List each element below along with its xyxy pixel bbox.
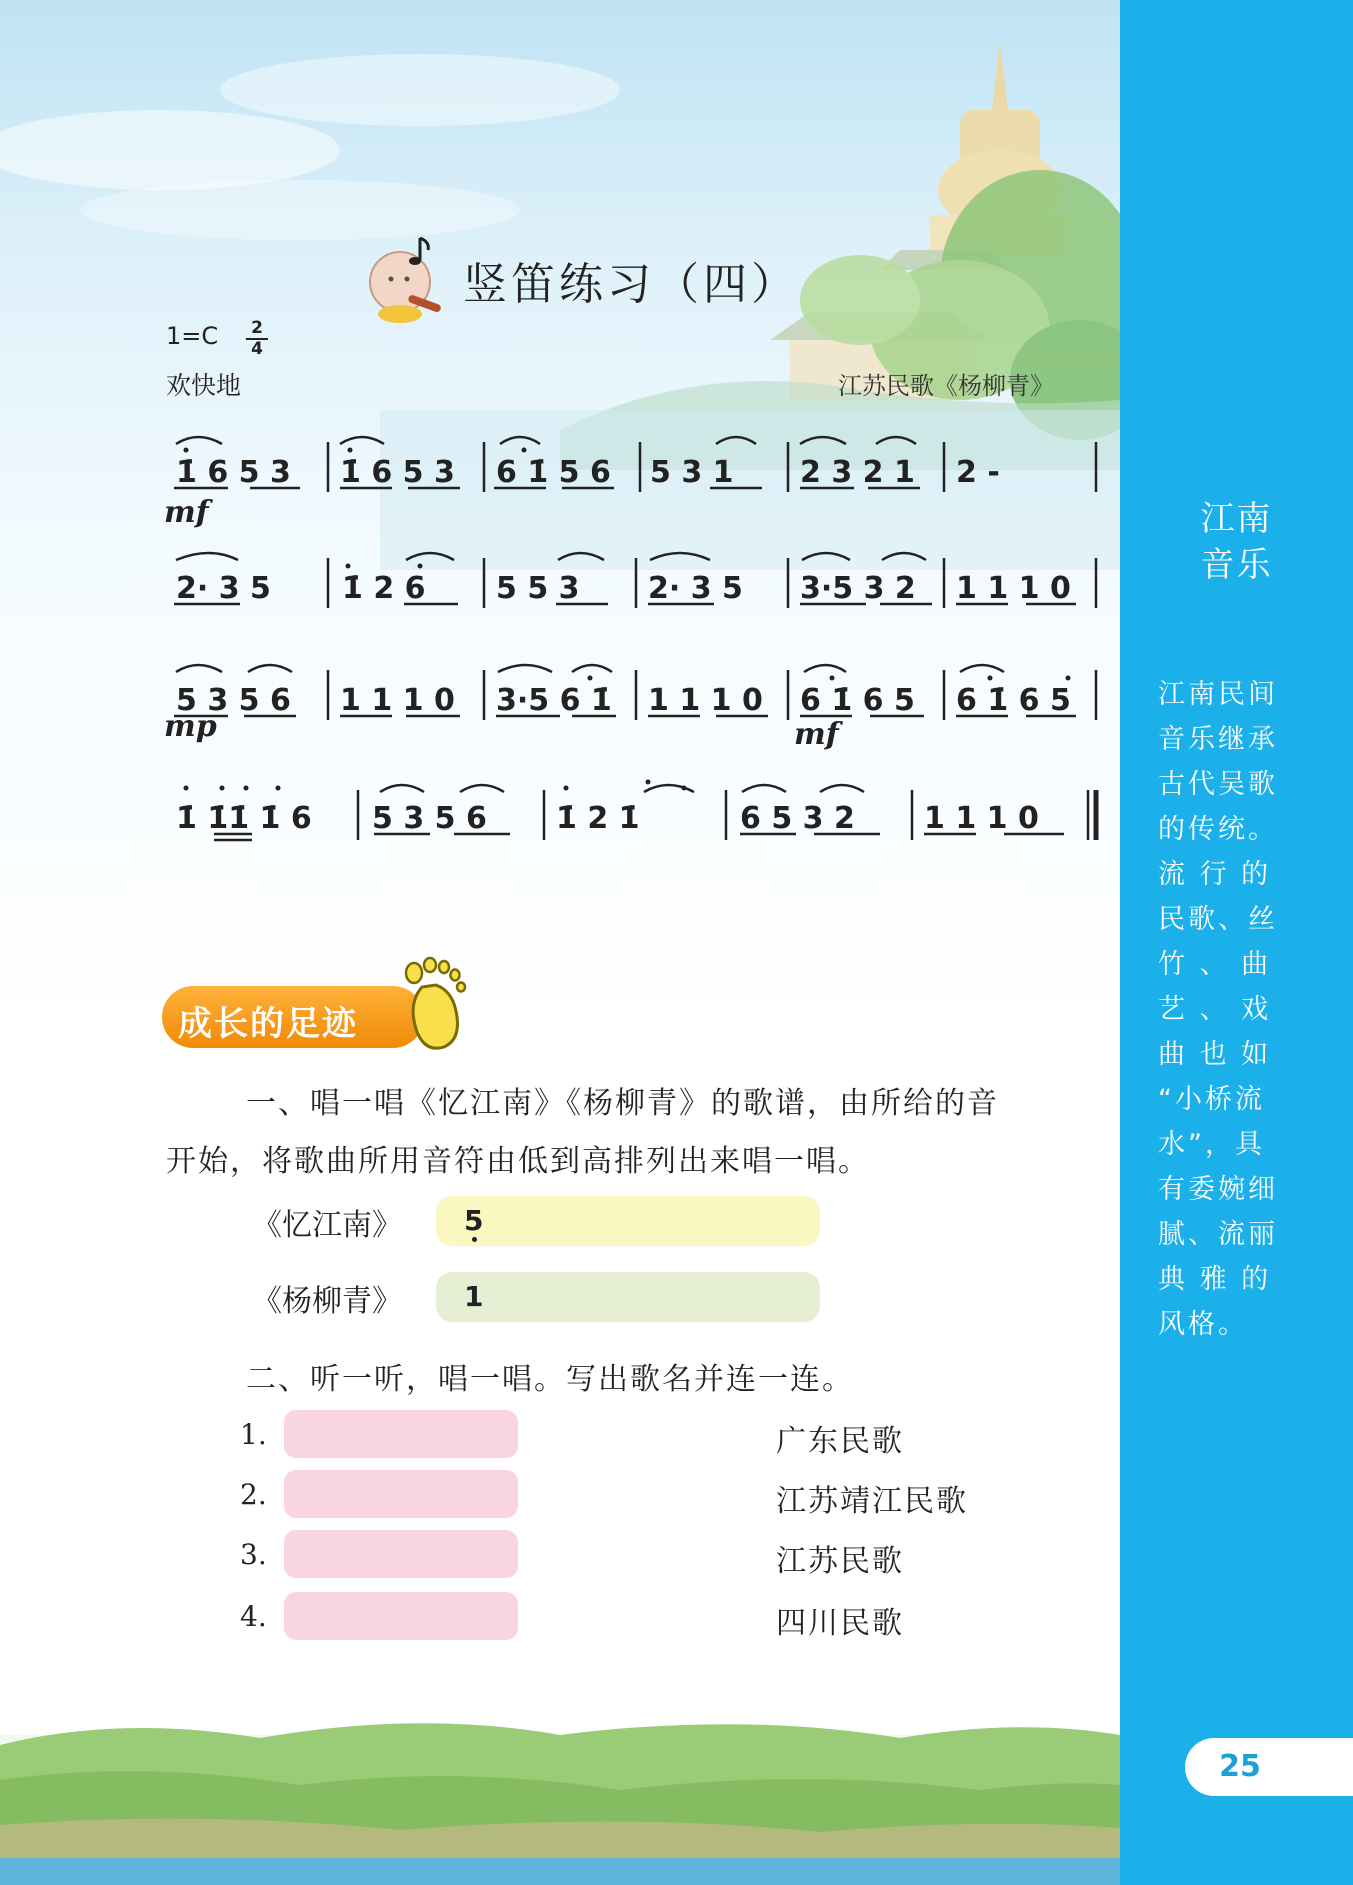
sidebar-note-line: 古代吴歌: [1158, 769, 1278, 800]
origin-2[interactable]: 江苏靖江民歌: [776, 1484, 968, 1519]
score-measures: [176, 455, 1071, 836]
song-name-field-1[interactable]: [284, 1410, 518, 1458]
song-name-field-4[interactable]: [284, 1592, 518, 1640]
origin-4[interactable]: 四川民歌: [776, 1606, 904, 1641]
dynamic-mf-1: mf: [164, 495, 209, 530]
page-number-tab: [1185, 1738, 1353, 1796]
sidebar-title-line-2: 音乐: [1200, 545, 1273, 585]
footprint-icon: [400, 955, 468, 1055]
sidebar-note-line: 腻、流丽: [1158, 1219, 1278, 1250]
page-number: 25: [1219, 1749, 1261, 1784]
note-dots: [184, 448, 1071, 791]
page-title: 竖笛练习（四）: [463, 259, 799, 310]
measure-2-5: 3·5 3 2: [800, 571, 916, 606]
item-number-1: 1.: [240, 1418, 267, 1451]
measure-4-4: 6 5 3 2: [740, 801, 855, 836]
question-2: 二、听一听，唱一唱。写出歌名并连一连。: [246, 1362, 854, 1397]
question-1-line-1: 一、唱一唱《忆江南》《杨柳青》的歌谱，由所给的音: [246, 1086, 999, 1121]
sidebar-title: [1120, 496, 1353, 588]
dynamic-mf-2: mf: [794, 717, 839, 752]
sidebar-note-line: 风格。: [1158, 1309, 1248, 1340]
measure-1-5: 2 3 2 1: [800, 455, 915, 490]
measure-3-4: 1 1 1 0: [648, 683, 763, 718]
sidebar-note-line: 竹 、 曲: [1158, 949, 1272, 980]
low-octave-dot: [472, 1237, 477, 1242]
measure-3-5: 6 1̇ 6 5: [800, 683, 915, 718]
measure-3-1: 5 3 5 6: [176, 683, 291, 718]
dynamic-mp: mp: [164, 709, 217, 744]
measure-1-2: 1̇ 6 5 3: [340, 455, 455, 490]
song-label-yijiangnan: 《忆江南》: [252, 1208, 402, 1243]
question-1-line-2: 开始，将歌曲所用音符由低到高排列出来唱一唱。: [166, 1144, 870, 1179]
measure-4-1: 1̇ 1̇1̇ 1̇ 6: [176, 801, 312, 836]
sidebar-note-line: 音乐继承: [1158, 724, 1278, 755]
measure-2-1: 2· 3 5: [176, 571, 271, 606]
song-name-field-2[interactable]: [284, 1470, 518, 1518]
measure-3-6: 6 1̇ 6 5: [956, 683, 1071, 718]
score-lines: [174, 437, 1096, 840]
song-source: 江苏民歌《杨柳青》: [838, 372, 1054, 400]
tempo-marking: 欢快地: [166, 371, 242, 400]
measure-3-2: 1 1 1 0: [340, 683, 455, 718]
origin-3[interactable]: 江苏民歌: [776, 1544, 904, 1579]
answer-bar-yijiangnan[interactable]: [436, 1196, 820, 1246]
sidebar-note-line: 的传统。: [1158, 814, 1278, 845]
item-number-4: 4.: [240, 1600, 267, 1633]
time-signature-bottom: 4: [251, 339, 263, 359]
sidebar-note-line: 民歌、丝: [1158, 904, 1278, 935]
sidebar-title-line-1: 江南: [1200, 499, 1273, 539]
sidebar-note-line: 有委婉细: [1158, 1174, 1278, 1205]
sidebar: [1120, 0, 1353, 1885]
sidebar-note: [1158, 672, 1288, 1347]
measure-1-1: 1̇ 6 5 3: [176, 455, 291, 490]
start-note-yangliuqing: 1: [464, 1280, 484, 1313]
section-badge: 成长的足迹: [178, 1004, 358, 1044]
start-note-yijiangnan: 5: [464, 1204, 484, 1237]
measure-4-2: 5 3 5 6: [372, 801, 487, 836]
sidebar-note-line: 江南民间: [1158, 679, 1278, 710]
key-signature: 1=C: [166, 322, 219, 350]
sidebar-note-line: 流 行 的: [1158, 859, 1272, 890]
sidebar-note-line: 艺 、 戏: [1158, 994, 1272, 1025]
sidebar-note-line: 典 雅 的: [1158, 1264, 1272, 1295]
measure-1-4: 5 3 1: [650, 455, 734, 490]
answer-bar-yangliuqing[interactable]: [436, 1272, 820, 1322]
measure-3-3: 3·5 6 1̇: [496, 683, 612, 718]
measure-1-6: 2 -: [956, 455, 1000, 490]
song-label-yangliuqing: 《杨柳青》: [252, 1284, 402, 1319]
measure-2-3: 5 5 3: [496, 571, 580, 606]
sidebar-note-line: “小桥流: [1158, 1084, 1265, 1115]
measure-2-6: 1 1 1 0: [956, 571, 1071, 606]
sidebar-note-line: 水”，具: [1158, 1129, 1265, 1160]
time-signature-top: 2: [251, 318, 263, 338]
numbered-notation-score: [0, 0, 1120, 860]
item-number-2: 2.: [240, 1478, 267, 1511]
origin-1[interactable]: 广东民歌: [776, 1424, 904, 1459]
measure-4-5: 1 1 1 0: [924, 801, 1039, 836]
item-number-3: 3.: [240, 1538, 267, 1571]
measure-4-3: 1̇ 2 1̇: [556, 801, 640, 836]
measure-2-4: 2· 3 5: [648, 571, 743, 606]
sidebar-note-line: 曲 也 如: [1158, 1039, 1272, 1070]
song-name-field-3[interactable]: [284, 1530, 518, 1578]
measure-2-2: 1̇ 2 6: [342, 571, 426, 606]
measure-1-3: 6 1̇ 5 6: [496, 455, 611, 490]
